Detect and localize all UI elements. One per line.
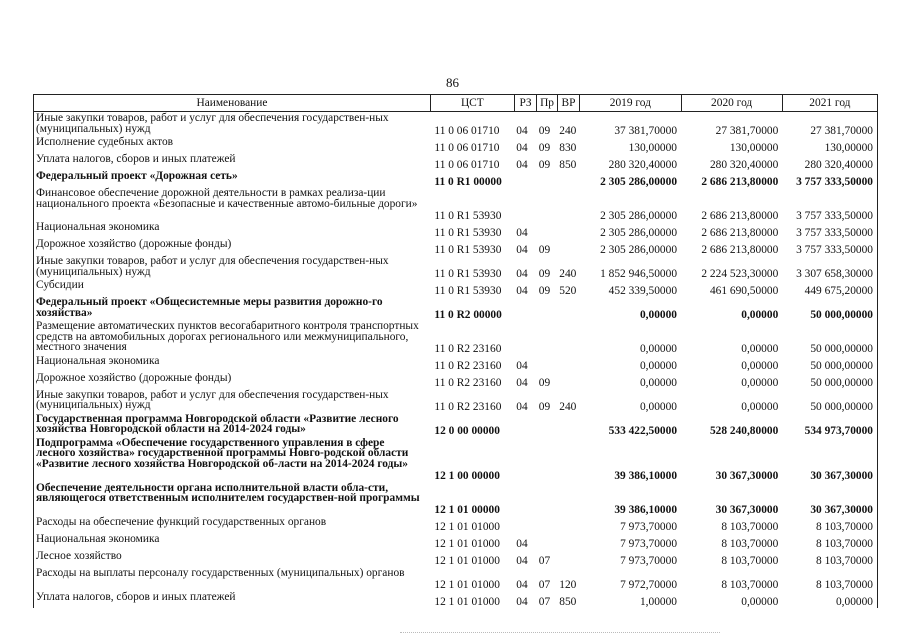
row-vr [557, 170, 580, 187]
row-cst: 12 1 01 01000 [434, 579, 500, 591]
row-vr [557, 372, 580, 389]
header-pr: Пр [537, 95, 557, 112]
row-pr [537, 187, 557, 221]
row-rz [514, 437, 537, 482]
header-rz: РЗ [514, 95, 537, 112]
row-pr: 07 [538, 579, 551, 591]
row-2021: 449 675,20000 [782, 279, 877, 296]
row-vr: 830 [559, 141, 577, 154]
row-2021: 30 367,30000 [782, 437, 877, 482]
row-pr [537, 296, 557, 320]
row-pr: 09 [538, 158, 551, 171]
row-pr [537, 482, 557, 516]
table-row [34, 516, 878, 533]
row-cst: 11 0 R1 53930 [434, 243, 502, 256]
row-pr [537, 516, 557, 533]
row-vr: 240 [559, 401, 577, 413]
row-2020: 2 686 213,80000 [701, 209, 779, 222]
header-2019: 2019 год [580, 95, 681, 112]
row-rz [514, 482, 537, 516]
row-name: Размещение автоматических пунктов весогабаритного контроля транспортных средств на автомобильных дорогах регионального или межмуниципального, местного значения [34, 320, 431, 355]
row-2020: 2 686 213,80000 [701, 175, 779, 188]
row-2019: 533 422,50000 [608, 425, 678, 437]
row-2020: 2 686 213,80000 [701, 226, 779, 239]
row-2021: 3 757 333,50000 [782, 170, 877, 187]
row-vr [557, 413, 580, 437]
row-2019: 0,00000 [639, 377, 678, 389]
table-row [34, 112, 878, 137]
row-name: Иные закупки товаров, работ и услуг для обеспечения государствен-ных (муниципальных) нужд [34, 255, 431, 279]
row-name: Исполнение судебных актов [34, 136, 431, 153]
row-rz: 04 [516, 555, 528, 567]
row-pr: 09 [538, 124, 551, 137]
row-cst: 12 1 01 01000 [434, 596, 500, 608]
row-2021: 50 000,00000 [782, 355, 877, 372]
row-name: Лесное хозяйство [34, 550, 431, 567]
table-row [34, 136, 878, 153]
row-2021: 130,00000 [782, 136, 877, 153]
table-row [34, 372, 878, 389]
row-2019: 7 972,70000 [620, 579, 678, 591]
row-2021: 3 757 333,50000 [782, 221, 877, 238]
row-rz: 04 [516, 596, 528, 608]
table-body [34, 112, 878, 608]
table-row [34, 238, 878, 255]
row-2020: 8 103,70000 [721, 538, 779, 550]
row-cst: 11 0 R1 53930 [434, 267, 502, 280]
row-name: Расходы на выплаты персоналу государственных (муниципальных) органов [34, 567, 431, 591]
table-row [34, 567, 878, 591]
row-cst: 11 0 R1 53930 [434, 226, 502, 239]
row-cst: 11 0 R2 23160 [434, 360, 502, 372]
row-2021: 3 757 333,50000 [782, 238, 877, 255]
row-rz: 04 [516, 538, 528, 550]
row-pr [537, 320, 557, 355]
row-2019: 280 320,40000 [608, 158, 678, 171]
row-name: Иные закупки товаров, работ и услуг для обеспечения государствен-ных (муниципальных) нужд [34, 112, 431, 137]
row-cst: 11 0 06 01710 [434, 124, 500, 137]
row-2019: 2 305 286,00000 [600, 175, 678, 188]
row-2021: 0,00000 [782, 591, 877, 608]
row-rz [514, 296, 537, 320]
row-vr [557, 187, 580, 221]
row-rz: 04 [516, 377, 528, 389]
row-name: Дорожное хозяйство (дорожные фонды) [34, 238, 431, 255]
table-row [34, 187, 878, 221]
row-2021: 280 320,40000 [782, 153, 877, 170]
row-2020: 27 381,70000 [715, 124, 779, 137]
row-name: Расходы на обеспечение функций государственных органов [34, 516, 431, 533]
row-pr: 07 [538, 555, 551, 567]
row-2020: 30 367,30000 [715, 504, 779, 516]
row-2019: 37 381,70000 [614, 124, 678, 137]
row-name: Национальная экономика [34, 533, 431, 550]
row-2019: 1 852 946,50000 [600, 267, 678, 280]
row-pr: 09 [538, 141, 551, 154]
row-rz: 04 [516, 579, 528, 591]
table-row [34, 320, 878, 355]
page-bottom-edge [400, 632, 720, 636]
row-rz: 04 [516, 124, 528, 137]
row-name: Национальная экономика [34, 221, 431, 238]
row-cst: 12 1 01 01000 [434, 538, 500, 550]
row-pr [537, 221, 557, 238]
row-2021: 3 757 333,50000 [782, 187, 877, 221]
row-rz: 04 [516, 267, 528, 280]
row-name: Федеральный проект «Общесистемные меры развития дорожно-го хозяйства» [34, 296, 431, 320]
row-rz: 04 [516, 401, 528, 413]
row-2020: 0,00000 [741, 377, 779, 389]
row-rz: 04 [516, 141, 528, 154]
row-rz: 04 [516, 243, 528, 256]
row-2019: 7 973,70000 [620, 521, 678, 533]
row-pr [537, 413, 557, 437]
table-header-row [34, 95, 878, 112]
row-2019: 0,00000 [639, 343, 678, 355]
row-2019: 130,00000 [628, 141, 678, 154]
row-vr [557, 320, 580, 355]
row-vr [557, 516, 580, 533]
table-row [34, 437, 878, 482]
row-cst: 12 1 01 01000 [434, 555, 500, 567]
row-2020: 30 367,30000 [715, 470, 779, 482]
row-2021: 30 367,30000 [782, 482, 877, 516]
row-name: Обеспечение деятельности органа исполнительной власти обла-сти, являющегося ответственным исполнителем государствен-ной программы [34, 482, 431, 516]
row-2021: 8 103,70000 [782, 533, 877, 550]
row-rz [514, 320, 537, 355]
row-pr: 09 [538, 243, 551, 256]
row-2021: 8 103,70000 [782, 550, 877, 567]
row-pr [537, 355, 557, 372]
row-rz: 04 [516, 226, 528, 239]
row-2019: 0,00000 [639, 401, 678, 413]
row-2020: 8 103,70000 [721, 579, 779, 591]
row-2019: 0,00000 [639, 308, 678, 321]
row-rz [514, 170, 537, 187]
row-2020: 461 690,50000 [709, 284, 779, 297]
row-pr [537, 170, 557, 187]
row-cst: 12 0 00 00000 [434, 425, 500, 437]
row-2019: 2 305 286,00000 [600, 243, 678, 256]
row-cst: 12 1 00 00000 [434, 470, 500, 482]
row-2020: 528 240,80000 [709, 425, 779, 437]
row-cst: 11 0 R2 00000 [434, 308, 502, 321]
row-2021: 50 000,00000 [782, 389, 877, 413]
row-name: Подпрограмма «Обеспечение государственного управления в сфере лесного хозяйства» государственной программы Новго-родской области «Развитие лесного хозяйства Новгородской об-ласти на 2014-2024 годы» [34, 437, 431, 482]
row-2021: 27 381,70000 [782, 112, 877, 137]
row-pr: 07 [538, 596, 551, 608]
row-2020: 0,00000 [741, 343, 779, 355]
row-cst: 11 0 R2 23160 [434, 401, 502, 413]
row-2021: 50 000,00000 [782, 320, 877, 355]
row-2020: 0,00000 [741, 596, 779, 608]
row-pr: 09 [538, 401, 551, 413]
row-2020: 0,00000 [741, 360, 779, 372]
row-vr: 520 [559, 284, 577, 297]
row-vr: 120 [559, 579, 577, 591]
row-vr: 850 [559, 158, 577, 171]
row-cst: 12 1 01 01000 [434, 521, 500, 533]
table-row [34, 153, 878, 170]
row-2021: 8 103,70000 [782, 567, 877, 591]
row-pr: 09 [538, 377, 551, 389]
row-vr [557, 550, 580, 567]
row-rz [514, 516, 537, 533]
row-name: Субсидии [34, 279, 431, 296]
row-2020: 8 103,70000 [721, 555, 779, 567]
row-vr [557, 482, 580, 516]
row-vr [557, 533, 580, 550]
row-2020: 130,00000 [729, 141, 779, 154]
table-row [34, 221, 878, 238]
page-number: 86 [446, 75, 459, 90]
row-2020: 8 103,70000 [721, 521, 779, 533]
row-2019: 1,00000 [639, 596, 678, 608]
row-2019: 2 305 286,00000 [600, 209, 678, 222]
row-cst: 11 0 R1 53930 [434, 209, 502, 222]
row-2021: 534 973,70000 [782, 413, 877, 437]
row-name: Дорожное хозяйство (дорожные фонды) [34, 372, 431, 389]
row-2019: 39 386,10000 [614, 470, 678, 482]
row-name: Государственная программа Новгородской области «Развитие лесного хозяйства Новгородской области на 2014-2024 годы» [34, 413, 431, 437]
row-rz: 04 [516, 158, 528, 171]
row-2019: 39 386,10000 [614, 504, 678, 516]
row-pr: 09 [538, 267, 551, 280]
budget-table [33, 94, 878, 608]
row-2019: 0,00000 [639, 360, 678, 372]
row-vr [557, 437, 580, 482]
row-2021: 8 103,70000 [782, 516, 877, 533]
row-2019: 7 973,70000 [620, 538, 678, 550]
row-name: Национальная экономика [34, 355, 431, 372]
table-row [34, 533, 878, 550]
row-rz: 04 [516, 360, 528, 372]
row-rz [514, 413, 537, 437]
row-vr [557, 355, 580, 372]
header-cst: ЦСТ [430, 95, 514, 112]
row-name: Уплата налогов, сборов и иных платежей [34, 153, 431, 170]
table-row [34, 389, 878, 413]
row-2020: 2 686 213,80000 [701, 243, 779, 256]
row-2020: 0,00000 [741, 308, 779, 321]
row-name: Иные закупки товаров, работ и услуг для обеспечения государствен-ных (муниципальных) нужд [34, 389, 431, 413]
table-row [34, 255, 878, 279]
row-cst: 12 1 01 00000 [434, 504, 500, 516]
row-vr [557, 238, 580, 255]
header-vr: ВР [557, 95, 580, 112]
row-rz: 04 [516, 284, 528, 297]
header-2020: 2020 год [681, 95, 782, 112]
header-2021: 2021 год [782, 95, 877, 112]
row-pr [537, 437, 557, 482]
row-name: Уплата налогов, сборов и иных платежей [34, 591, 431, 608]
table-row [34, 355, 878, 372]
table-row [34, 482, 878, 516]
row-cst: 11 0 06 01710 [434, 158, 500, 171]
row-2021: 50 000,00000 [782, 372, 877, 389]
row-2021: 50 000,00000 [782, 296, 877, 320]
row-vr [557, 296, 580, 320]
table-row [34, 279, 878, 296]
table-row [34, 591, 878, 608]
row-2021: 3 307 658,30000 [782, 255, 877, 279]
row-cst: 11 0 06 01710 [434, 141, 500, 154]
table-row [34, 296, 878, 320]
row-2019: 7 973,70000 [620, 555, 678, 567]
row-vr: 240 [559, 124, 577, 137]
row-pr: 09 [538, 284, 551, 297]
table-row [34, 413, 878, 437]
table-row [34, 170, 878, 187]
row-pr [537, 533, 557, 550]
row-2019: 452 339,50000 [608, 284, 678, 297]
row-vr: 240 [559, 267, 577, 280]
row-rz [514, 187, 537, 221]
row-cst: 11 0 R2 23160 [434, 343, 502, 355]
row-cst: 11 0 R2 23160 [434, 377, 502, 389]
row-cst: 11 0 R1 53930 [434, 284, 502, 297]
row-vr [557, 221, 580, 238]
row-2020: 2 224 523,30000 [701, 267, 779, 280]
row-vr: 850 [559, 596, 577, 608]
row-2020: 0,00000 [741, 401, 779, 413]
row-2020: 280 320,40000 [709, 158, 779, 171]
row-name: Федеральный проект «Дорожная сеть» [34, 170, 431, 187]
header-name: Наименование [34, 95, 431, 112]
table-row [34, 550, 878, 567]
row-2019: 2 305 286,00000 [600, 226, 678, 239]
row-name: Финансовое обеспечение дорожной деятельности в рамках реализа-ции национального проекта «Безопасные и качественные автомо-бильные дороги» [34, 187, 431, 221]
row-cst: 11 0 R1 00000 [434, 175, 502, 188]
